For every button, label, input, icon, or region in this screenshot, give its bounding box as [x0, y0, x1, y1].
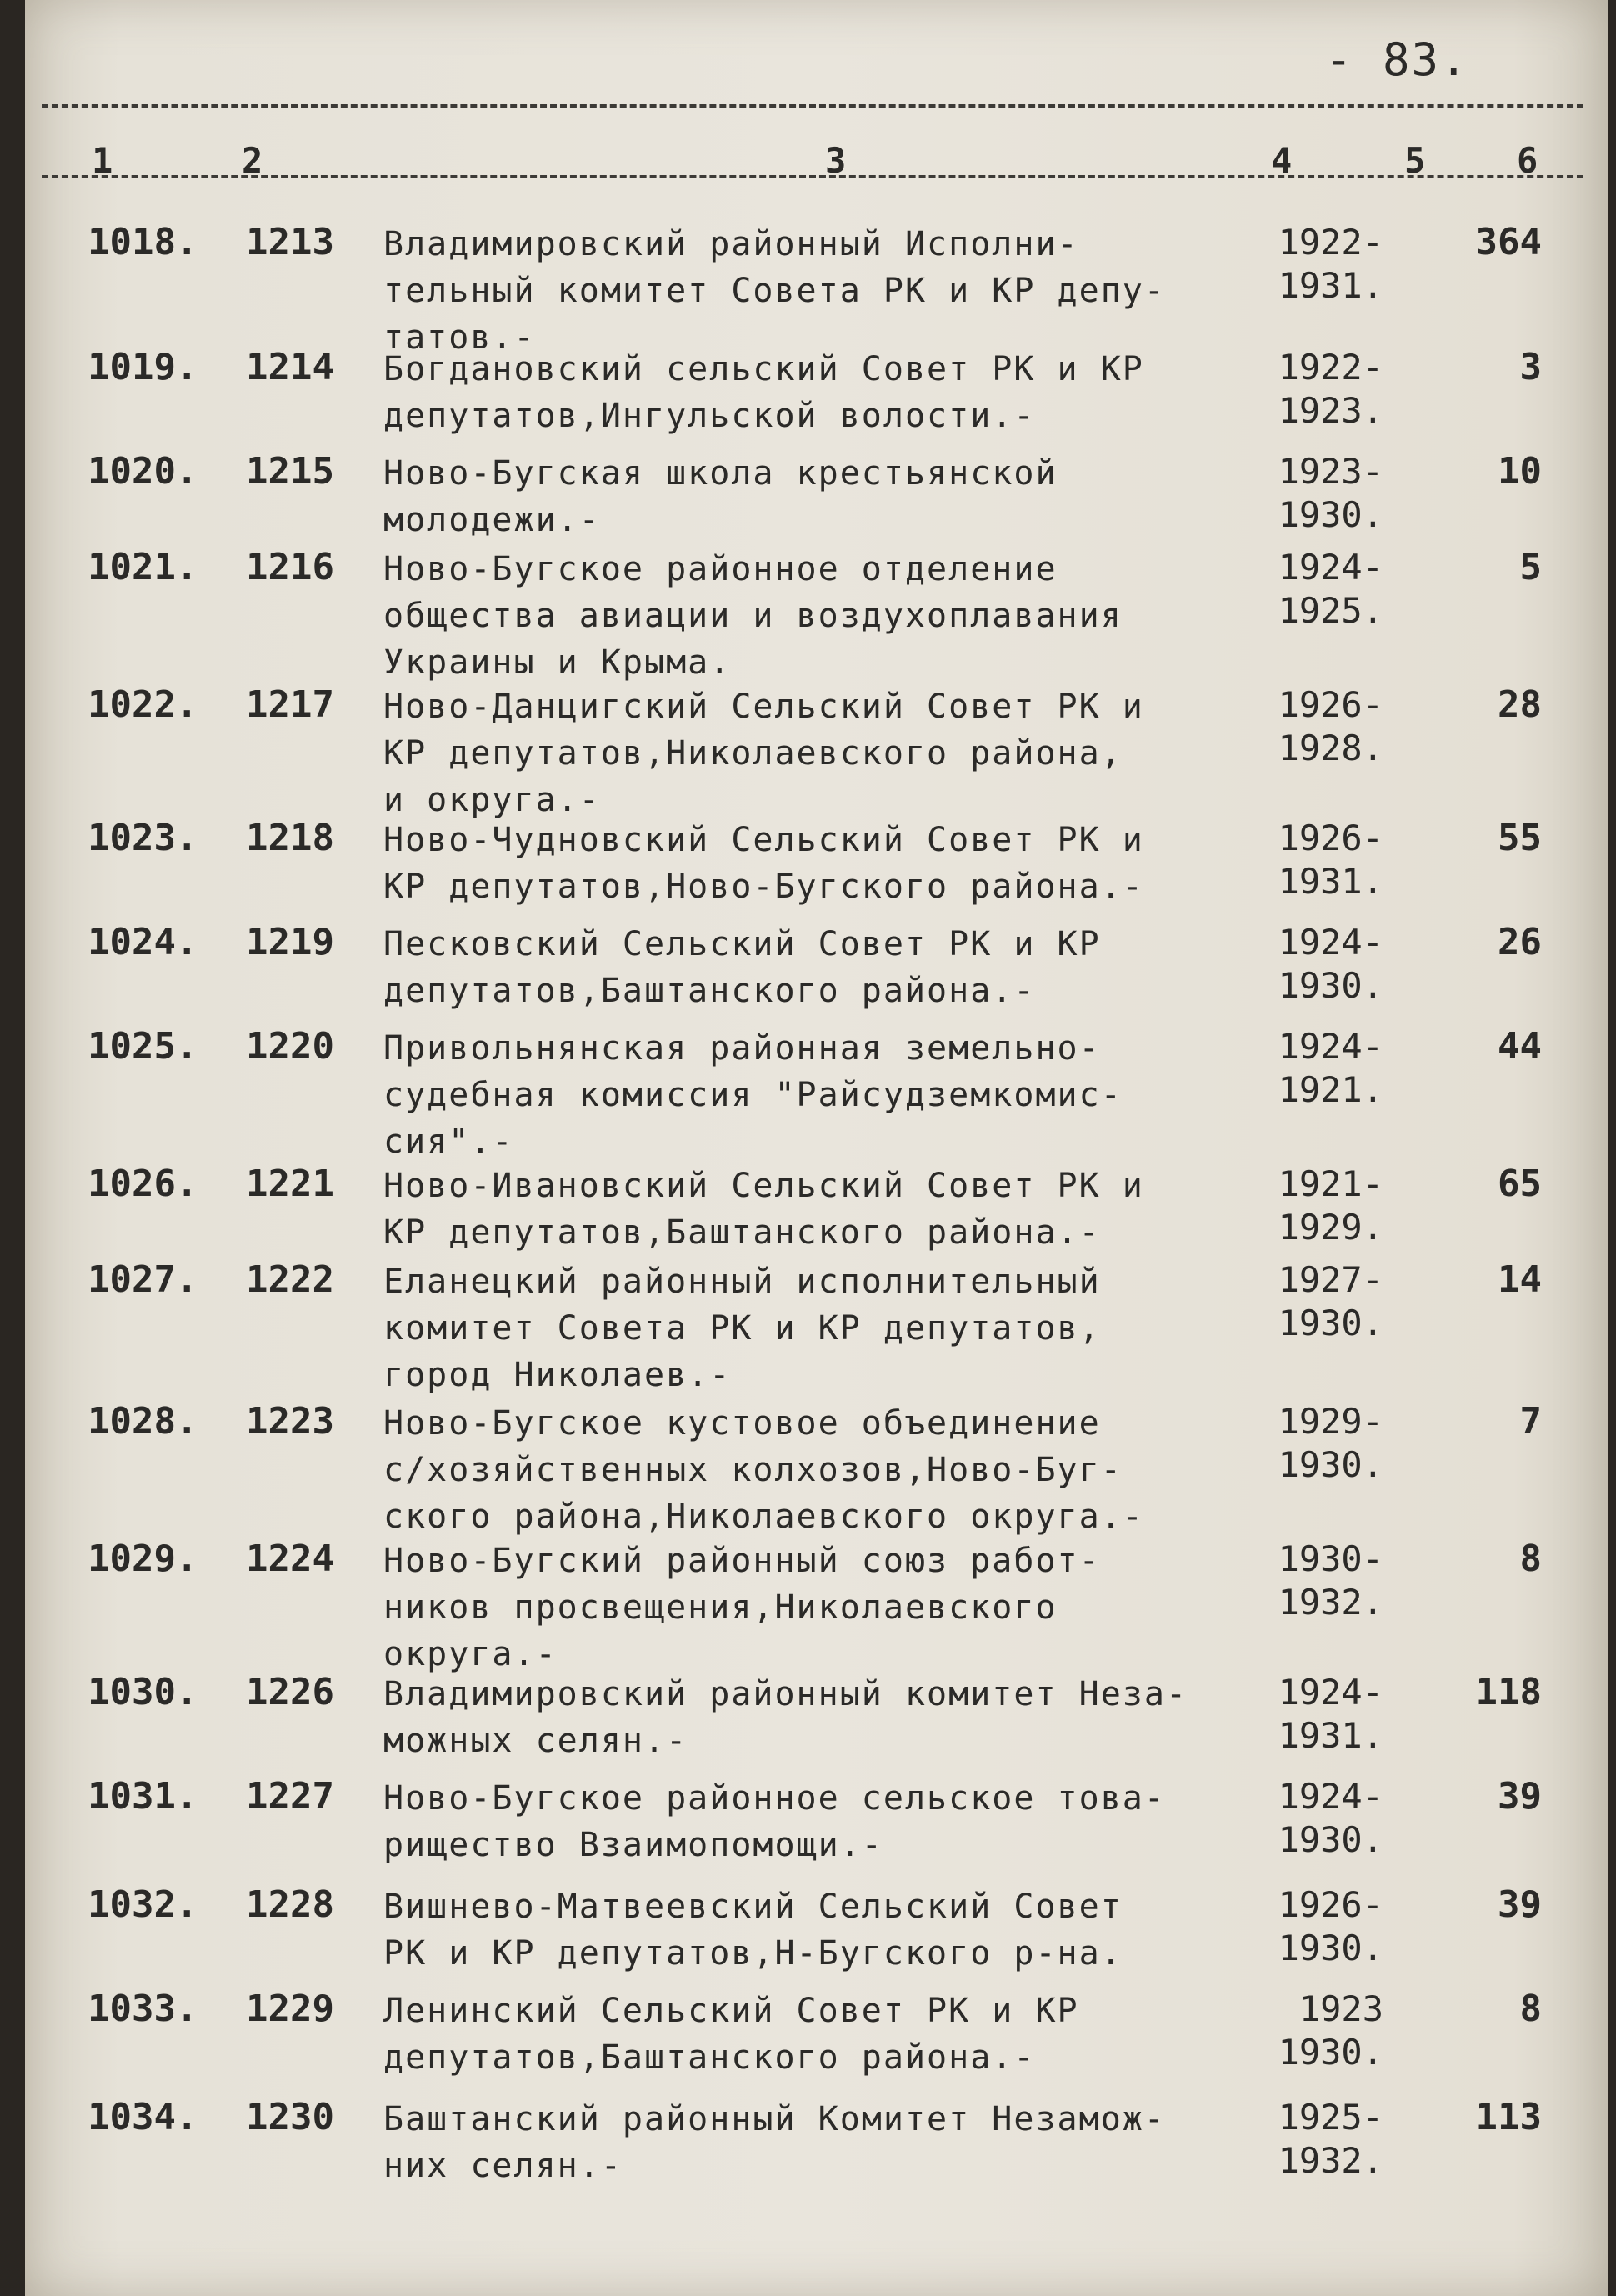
column-header-4: 4: [1271, 140, 1293, 181]
fond-number: 1228: [246, 1883, 334, 1926]
item-count: 113: [1475, 2096, 1542, 2138]
item-count: 8: [1519, 1538, 1542, 1580]
fond-title: Ново-Бугское районное сельское това- рищество Взаимопомощи.-: [383, 1779, 1166, 1864]
date-range: 1930- 1932.: [1278, 1538, 1383, 1623]
date-range: 1922- 1931.: [1278, 222, 1383, 306]
item-count: 7: [1519, 1400, 1542, 1443]
fond-title: Ново-Бугская школа крестьянской молодежи.-: [383, 454, 1058, 539]
fond-number: 1218: [246, 817, 334, 859]
column-header-6: 6: [1517, 140, 1538, 181]
date-range: 1923 1930.: [1278, 1988, 1383, 2073]
fond-title: Ново-Чудновский Сельский Совет РК и КР депутатов,Ново-Бугского района.-: [383, 821, 1144, 906]
row-number: 1023.: [88, 817, 198, 859]
item-count: 10: [1498, 450, 1542, 493]
fond-title: Ново-Бугский районный союз работ- ников просвещения,Николаевского округа.-: [383, 1542, 1101, 1673]
item-count: 118: [1475, 1671, 1542, 1713]
date-range: 1927- 1930.: [1278, 1259, 1383, 1343]
fond-title: Владимировский районный Исполни- тельный комитет Совета РК и КР депу- татов.-: [383, 225, 1166, 357]
fond-title: Богдановский сельский Совет РК и КР депутатов,Ингульской волости.-: [383, 350, 1144, 435]
fond-number: 1230: [246, 2096, 334, 2138]
header-rule-bottom: [42, 175, 1583, 182]
date-range: 1925- 1932.: [1278, 2097, 1383, 2181]
fond-number: 1214: [246, 346, 334, 388]
row-number: 1029.: [88, 1538, 198, 1580]
row-number: 1026.: [88, 1163, 198, 1205]
item-count: 28: [1498, 683, 1542, 726]
header-rule-top: [42, 104, 1583, 111]
date-range: 1924- 1925.: [1278, 547, 1383, 631]
page-number: - 83.: [1325, 33, 1469, 86]
row-number: 1025.: [88, 1025, 198, 1068]
column-header-1: 1: [92, 140, 113, 181]
item-count: 26: [1498, 921, 1542, 963]
row-number: 1031.: [88, 1775, 198, 1818]
fond-title: Песковский Сельский Совет РК и КР депутатов,Баштанского района.-: [383, 925, 1101, 1010]
row-number: 1020.: [88, 450, 198, 493]
row-number: 1034.: [88, 2096, 198, 2138]
fond-title: Еланецкий районный исполнительный комитет Совета РК и КР депутатов, город Николаев.-: [383, 1263, 1101, 1394]
date-range: 1924- 1921.: [1278, 1026, 1383, 1110]
row-number: 1021.: [88, 546, 198, 588]
fond-number: 1220: [246, 1025, 334, 1068]
item-count: 3: [1519, 346, 1542, 388]
item-count: 364: [1475, 221, 1542, 263]
date-range: 1926- 1931.: [1278, 818, 1383, 902]
column-header-2: 2: [242, 140, 263, 181]
item-count: 5: [1519, 546, 1542, 588]
fond-number: 1222: [246, 1258, 334, 1301]
date-range: 1923- 1930.: [1278, 451, 1383, 535]
fond-number: 1219: [246, 921, 334, 963]
column-header-5: 5: [1404, 140, 1426, 181]
row-number: 1024.: [88, 921, 198, 963]
item-count: 44: [1498, 1025, 1542, 1068]
date-range: 1922- 1923.: [1278, 347, 1383, 431]
fond-number: 1223: [246, 1400, 334, 1443]
date-range: 1924- 1930.: [1278, 922, 1383, 1006]
date-range: 1924- 1930.: [1278, 1776, 1383, 1860]
fond-title: Владимировский районный комитет Неза- можных селян.-: [383, 1675, 1188, 1760]
fond-number: 1226: [246, 1671, 334, 1713]
item-count: 39: [1498, 1883, 1542, 1926]
fond-title: Ново-Бугское районное отделение общества авиации и воздухоплавания Украины и Крыма.: [383, 550, 1123, 682]
fond-number: 1213: [246, 221, 334, 263]
fond-title: Ленинский Сельский Совет РК и КР депутатов,Баштанского района.-: [383, 1992, 1079, 2077]
row-number: 1022.: [88, 683, 198, 726]
row-number: 1032.: [88, 1883, 198, 1926]
fond-number: 1217: [246, 683, 334, 726]
fond-title: Баштанский районный Комитет Незамож- них селян.-: [383, 2100, 1166, 2185]
item-count: 14: [1498, 1258, 1542, 1301]
fond-title: Ново-Данцигский Сельский Совет РК и КР депутатов,Николаевского района, и округа.-: [383, 688, 1144, 819]
fond-title: Ново-Бугское кустовое объединение с/хозяйственных колхозов,Ново-Буг- ского района,Николаевского округа.-: [383, 1404, 1144, 1536]
item-count: 39: [1498, 1775, 1542, 1818]
item-count: 8: [1519, 1988, 1542, 2030]
row-number: 1018.: [88, 221, 198, 263]
fond-title: Вишнево-Матвеевский Сельский Совет РК и КР депутатов,Н-Бугского р-на.: [383, 1888, 1123, 1973]
date-range: 1926- 1928.: [1278, 684, 1383, 768]
row-number: 1030.: [88, 1671, 198, 1713]
archive-page: [25, 0, 1608, 2296]
fond-title: Привольнянская районная земельно- судебная комиссия "Райсудземкомис- сия".-: [383, 1029, 1123, 1161]
fond-number: 1216: [246, 546, 334, 588]
date-range: 1924- 1931.: [1278, 1672, 1383, 1756]
fond-number: 1221: [246, 1163, 334, 1205]
row-number: 1019.: [88, 346, 198, 388]
fond-number: 1227: [246, 1775, 334, 1818]
fond-number: 1229: [246, 1988, 334, 2030]
date-range: 1926- 1930.: [1278, 1884, 1383, 1968]
row-number: 1027.: [88, 1258, 198, 1301]
item-count: 65: [1498, 1163, 1542, 1205]
row-number: 1033.: [88, 1988, 198, 2030]
date-range: 1921- 1929.: [1278, 1163, 1383, 1248]
fond-number: 1224: [246, 1538, 334, 1580]
date-range: 1929- 1930.: [1278, 1401, 1383, 1485]
item-count: 55: [1498, 817, 1542, 859]
row-number: 1028.: [88, 1400, 198, 1443]
column-header-3: 3: [825, 140, 847, 181]
fond-number: 1215: [246, 450, 334, 493]
fond-title: Ново-Ивановский Сельский Совет РК и КР депутатов,Баштанского района.-: [383, 1167, 1144, 1252]
